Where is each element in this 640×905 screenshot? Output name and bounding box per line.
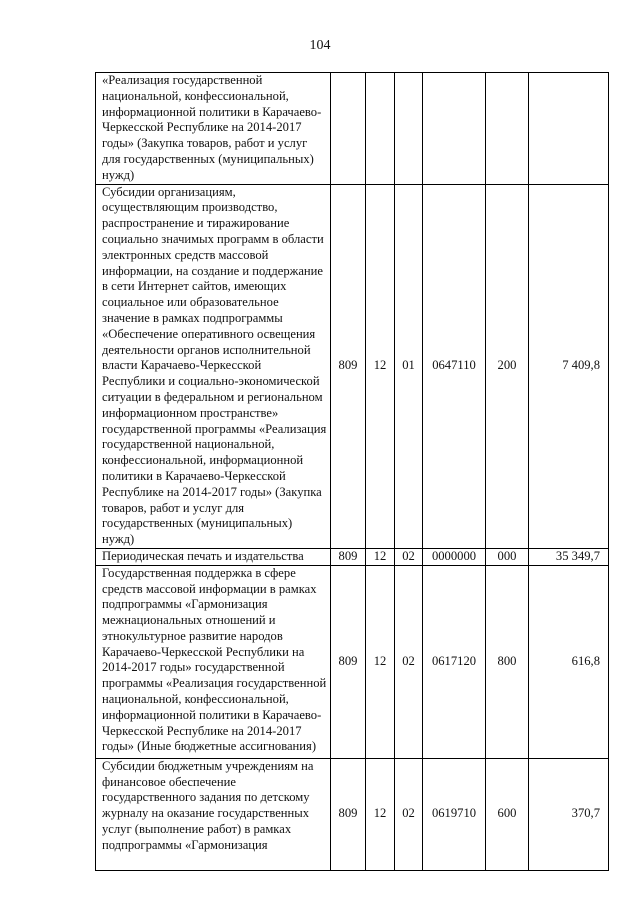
row-subsection-code: 02 xyxy=(395,548,423,565)
row-name: Субсидии бюджетным учреждениям на финансовое обеспечение государственного задания по детскому журналу на оказание государственных услуг (выполнение работ) в рамках подпрограммы «Гармонизация xyxy=(96,758,331,870)
row-section-code: 12 xyxy=(366,548,395,565)
row-expense-type-code: 600 xyxy=(486,758,529,870)
row-subsection-code: 01 xyxy=(395,184,423,548)
page-number: 104 xyxy=(309,38,331,53)
row-ministry-code xyxy=(331,73,366,185)
budget-table xyxy=(95,72,609,871)
row-subsection-code xyxy=(395,73,423,185)
row-section-code: 12 xyxy=(366,758,395,870)
row-amount xyxy=(529,73,609,185)
row-subsection-code: 02 xyxy=(395,758,423,870)
table-row xyxy=(96,73,609,185)
row-name: Периодическая печать и издательства xyxy=(96,548,331,565)
row-amount: 35 349,7 xyxy=(529,548,609,565)
table-row xyxy=(96,565,609,758)
row-expense-type-code: 800 xyxy=(486,565,529,758)
row-target-code: 0000000 xyxy=(423,548,486,565)
row-target-code: 0619710 xyxy=(423,758,486,870)
table-row xyxy=(96,758,609,870)
row-expense-type-code: 200 xyxy=(486,184,529,548)
table-row xyxy=(96,184,609,548)
row-name: Государственная поддержка в сфере средств массовой информации в рамках подпрограммы «Гармонизация межнациональных отношений и этнокультурное развитие народов Карачаево-Черкесской Республики на 2014-2017 годы» государственной программы «Реализация государственной национальной, конфессиональной, информационной политики в Карачаево-Черкесской Республике на 2014-2017 годы» (Иные бюджетные ассигнования) xyxy=(96,565,331,758)
row-expense-type-code xyxy=(486,73,529,185)
row-section-code: 12 xyxy=(366,565,395,758)
row-section-code: 12 xyxy=(366,184,395,548)
row-amount: 370,7 xyxy=(529,758,609,870)
row-subsection-code: 02 xyxy=(395,565,423,758)
row-name: «Реализация государственной национальной, конфессиональной, информационной политики в Карачаево-Черкесской Республике на 2014-2017 годы» (Закупка товаров, работ и услуг для государственных (муниципальных) нужд) xyxy=(96,73,331,185)
row-amount: 616,8 xyxy=(529,565,609,758)
row-amount: 7 409,8 xyxy=(529,184,609,548)
row-ministry-code: 809 xyxy=(331,548,366,565)
row-name: Субсидии организациям, осуществляющим производство, распространение и тиражирование социально значимых программ в области электронных средств массовой информации, на создание и поддержание в сети Интернет сайтов, имеющих социальное или образовательное значение в рамках подпрограммы «Обеспечение оперативного освещения деятельности органов исполнительной власти Карачаево-Черкесской Республики и социально-экономической ситуации в федеральном и региональном информационном пространстве» государственной программы «Реализация государственной национальной, конфессиональной, информационной политики в Карачаево-Черкесской Республике на 2014-2017 годы» (Закупка товаров, работ и услуг для государственных (муниципальных) нужд) xyxy=(96,184,331,548)
row-target-code xyxy=(423,73,486,185)
row-ministry-code: 809 xyxy=(331,565,366,758)
row-ministry-code: 809 xyxy=(331,184,366,548)
row-section-code xyxy=(366,73,395,185)
row-ministry-code: 809 xyxy=(331,758,366,870)
row-target-code: 0617120 xyxy=(423,565,486,758)
table-row xyxy=(96,548,609,565)
row-target-code: 0647110 xyxy=(423,184,486,548)
row-expense-type-code: 000 xyxy=(486,548,529,565)
